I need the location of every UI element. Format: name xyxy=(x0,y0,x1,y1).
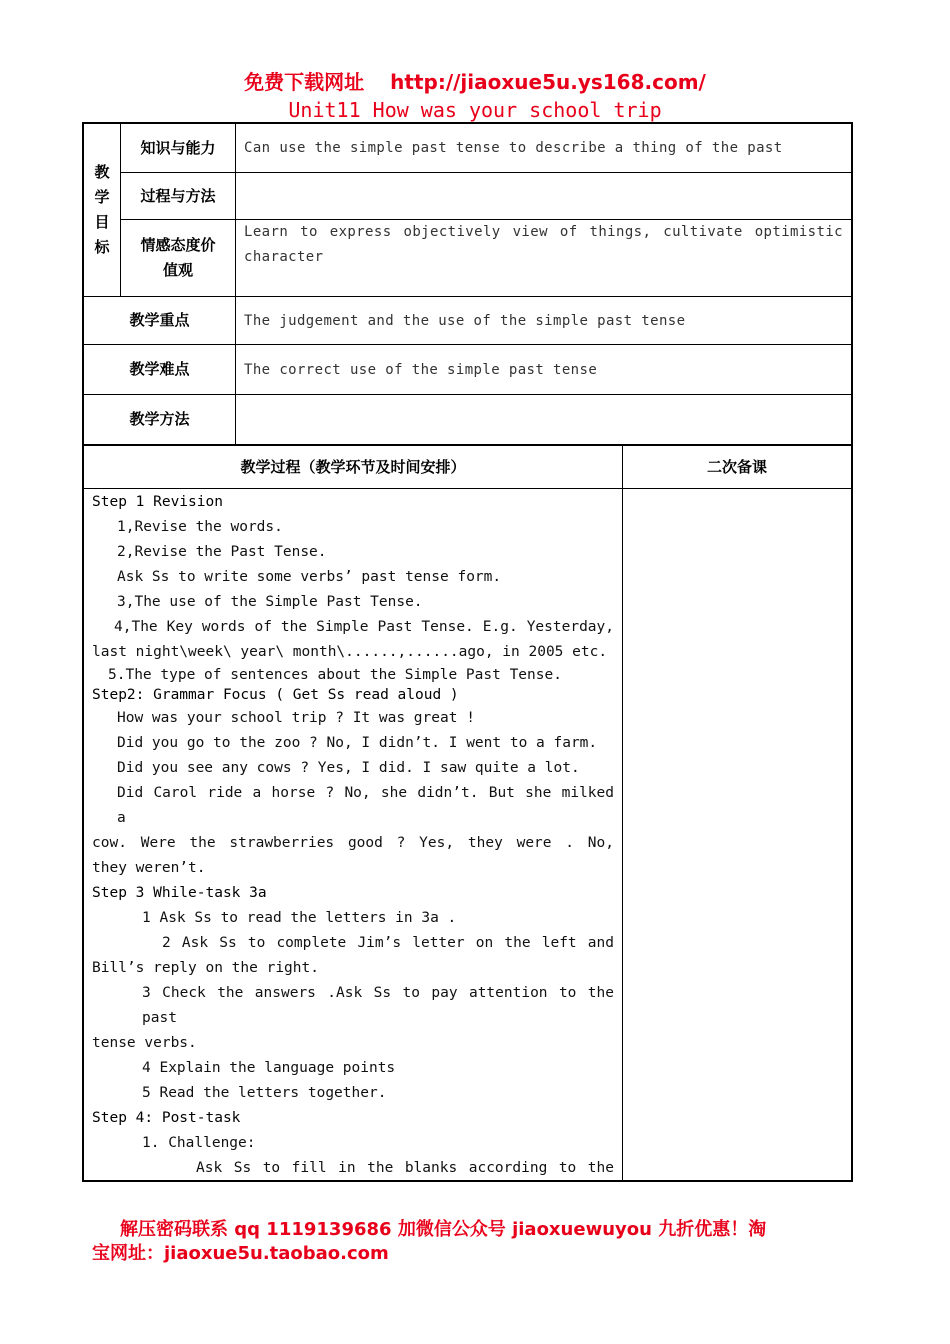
step2-line: cow. Were the strawberries good ? Yes, they were . No, xyxy=(92,835,614,851)
step1-item5: 5.The type of sentences about the Simple Past Tense. xyxy=(108,667,562,683)
objectives-label xyxy=(84,124,120,296)
step1-title: Step 1 Revision xyxy=(92,494,223,510)
footer-line1: 解压密码联系 qq 1119139686 加微信公众号 jiaoxuewuyou 九折优惠！淘 xyxy=(120,1219,767,1240)
step3-item: 3 Check the answers .Ask Ss to pay attention to the past xyxy=(142,985,614,1026)
site-url-link[interactable]: http://jiaoxue5u.ys168.com/ xyxy=(390,70,706,94)
footer-contact xyxy=(92,1218,832,1266)
key-point-value: The judgement and the use of the simple past tense xyxy=(235,296,851,344)
objectives-char: 标 xyxy=(94,238,110,256)
knowledge-ability-value: Can use the simple past tense to describe a thing of the past xyxy=(235,124,851,172)
step1-item4-line1: 4,The Key words of the Simple Past Tense. E.g. Yesterday, xyxy=(114,619,614,635)
step4-item: 1. Challenge: xyxy=(142,1135,256,1151)
lesson-plan-table xyxy=(82,122,853,1182)
step2-line: Did you go to the zoo ? No, I didn’t. I went to a farm. xyxy=(117,735,598,751)
step2-line: they weren’t. xyxy=(92,860,206,876)
step3-item: 1 Ask Ss to read the letters in 3a . xyxy=(142,910,457,926)
method-value xyxy=(235,394,851,444)
step1-item4-line2: last night\week\ year\ month\......,......ago, in 2005 etc. xyxy=(92,644,608,660)
emotion-values-label: 情感态度价值观 xyxy=(120,219,235,296)
step3-title: Step 3 While-task 3a xyxy=(92,885,267,901)
step2-line: Did you see any cows ? Yes, I did. I saw quite a lot. xyxy=(117,760,580,776)
process-content xyxy=(92,490,614,1182)
step1-item: 3,The use of the Simple Past Tense. xyxy=(117,594,423,610)
notes-header: 二次备课 xyxy=(622,444,851,488)
step4-item: Ask Ss to fill in the blanks according to the xyxy=(196,1160,614,1176)
step3-item: 5 Read the letters together. xyxy=(142,1085,387,1101)
header-download-line xyxy=(0,66,950,95)
process-method-label: 过程与方法 xyxy=(120,172,235,219)
objectives-char: 教 xyxy=(94,163,110,181)
step3-item: 2 Ask Ss to complete Jim’s letter on the left and xyxy=(162,935,614,951)
step4-item xyxy=(92,1181,614,1182)
step2-line: How was your school trip ? It was great ! xyxy=(117,710,475,726)
step1-item: 1,Revise the words. xyxy=(117,519,283,535)
key-point-label: 教学重点 xyxy=(84,296,235,344)
unit-title: Unit11 How was your school trip xyxy=(288,98,662,122)
step1-item: Ask Ss to write some verbs’ past tense form. xyxy=(117,569,502,585)
footer-line2[interactable]: 宝网址：jiaoxue5u.taobao.com xyxy=(92,1243,389,1264)
emotion-values-text: Learn to express objectively view of things, cultivate optimistic character xyxy=(244,224,843,265)
step1-item: 2,Revise the Past Tense. xyxy=(117,544,327,560)
objectives-char: 目 xyxy=(94,213,110,231)
difficulty-label: 教学难点 xyxy=(84,344,235,394)
notes-body xyxy=(622,488,851,1182)
step3-item: Bill’s reply on the right. xyxy=(92,960,319,976)
method-label: 教学方法 xyxy=(84,394,235,444)
knowledge-ability-label: 知识与能力 xyxy=(120,124,235,172)
step3-item: tense verbs. xyxy=(92,1035,197,1051)
objectives-char: 学 xyxy=(94,188,110,206)
emotion-values-value xyxy=(235,219,851,296)
process-header: 教学过程（教学环节及时间安排） xyxy=(84,444,622,488)
site-label: 免费下载网址 xyxy=(244,70,365,94)
step3-item: 4 Explain the language points xyxy=(142,1060,396,1076)
step4-title: Step 4: Post-task xyxy=(92,1110,241,1126)
process-method-value xyxy=(235,172,851,219)
step2-title: Step2: Grammar Focus ( Get Ss read aloud ) xyxy=(92,687,459,703)
step2-line: Did Carol ride a horse ? No, she didn’t. But she milked a xyxy=(117,785,614,826)
difficulty-value: The correct use of the simple past tense xyxy=(235,344,851,394)
